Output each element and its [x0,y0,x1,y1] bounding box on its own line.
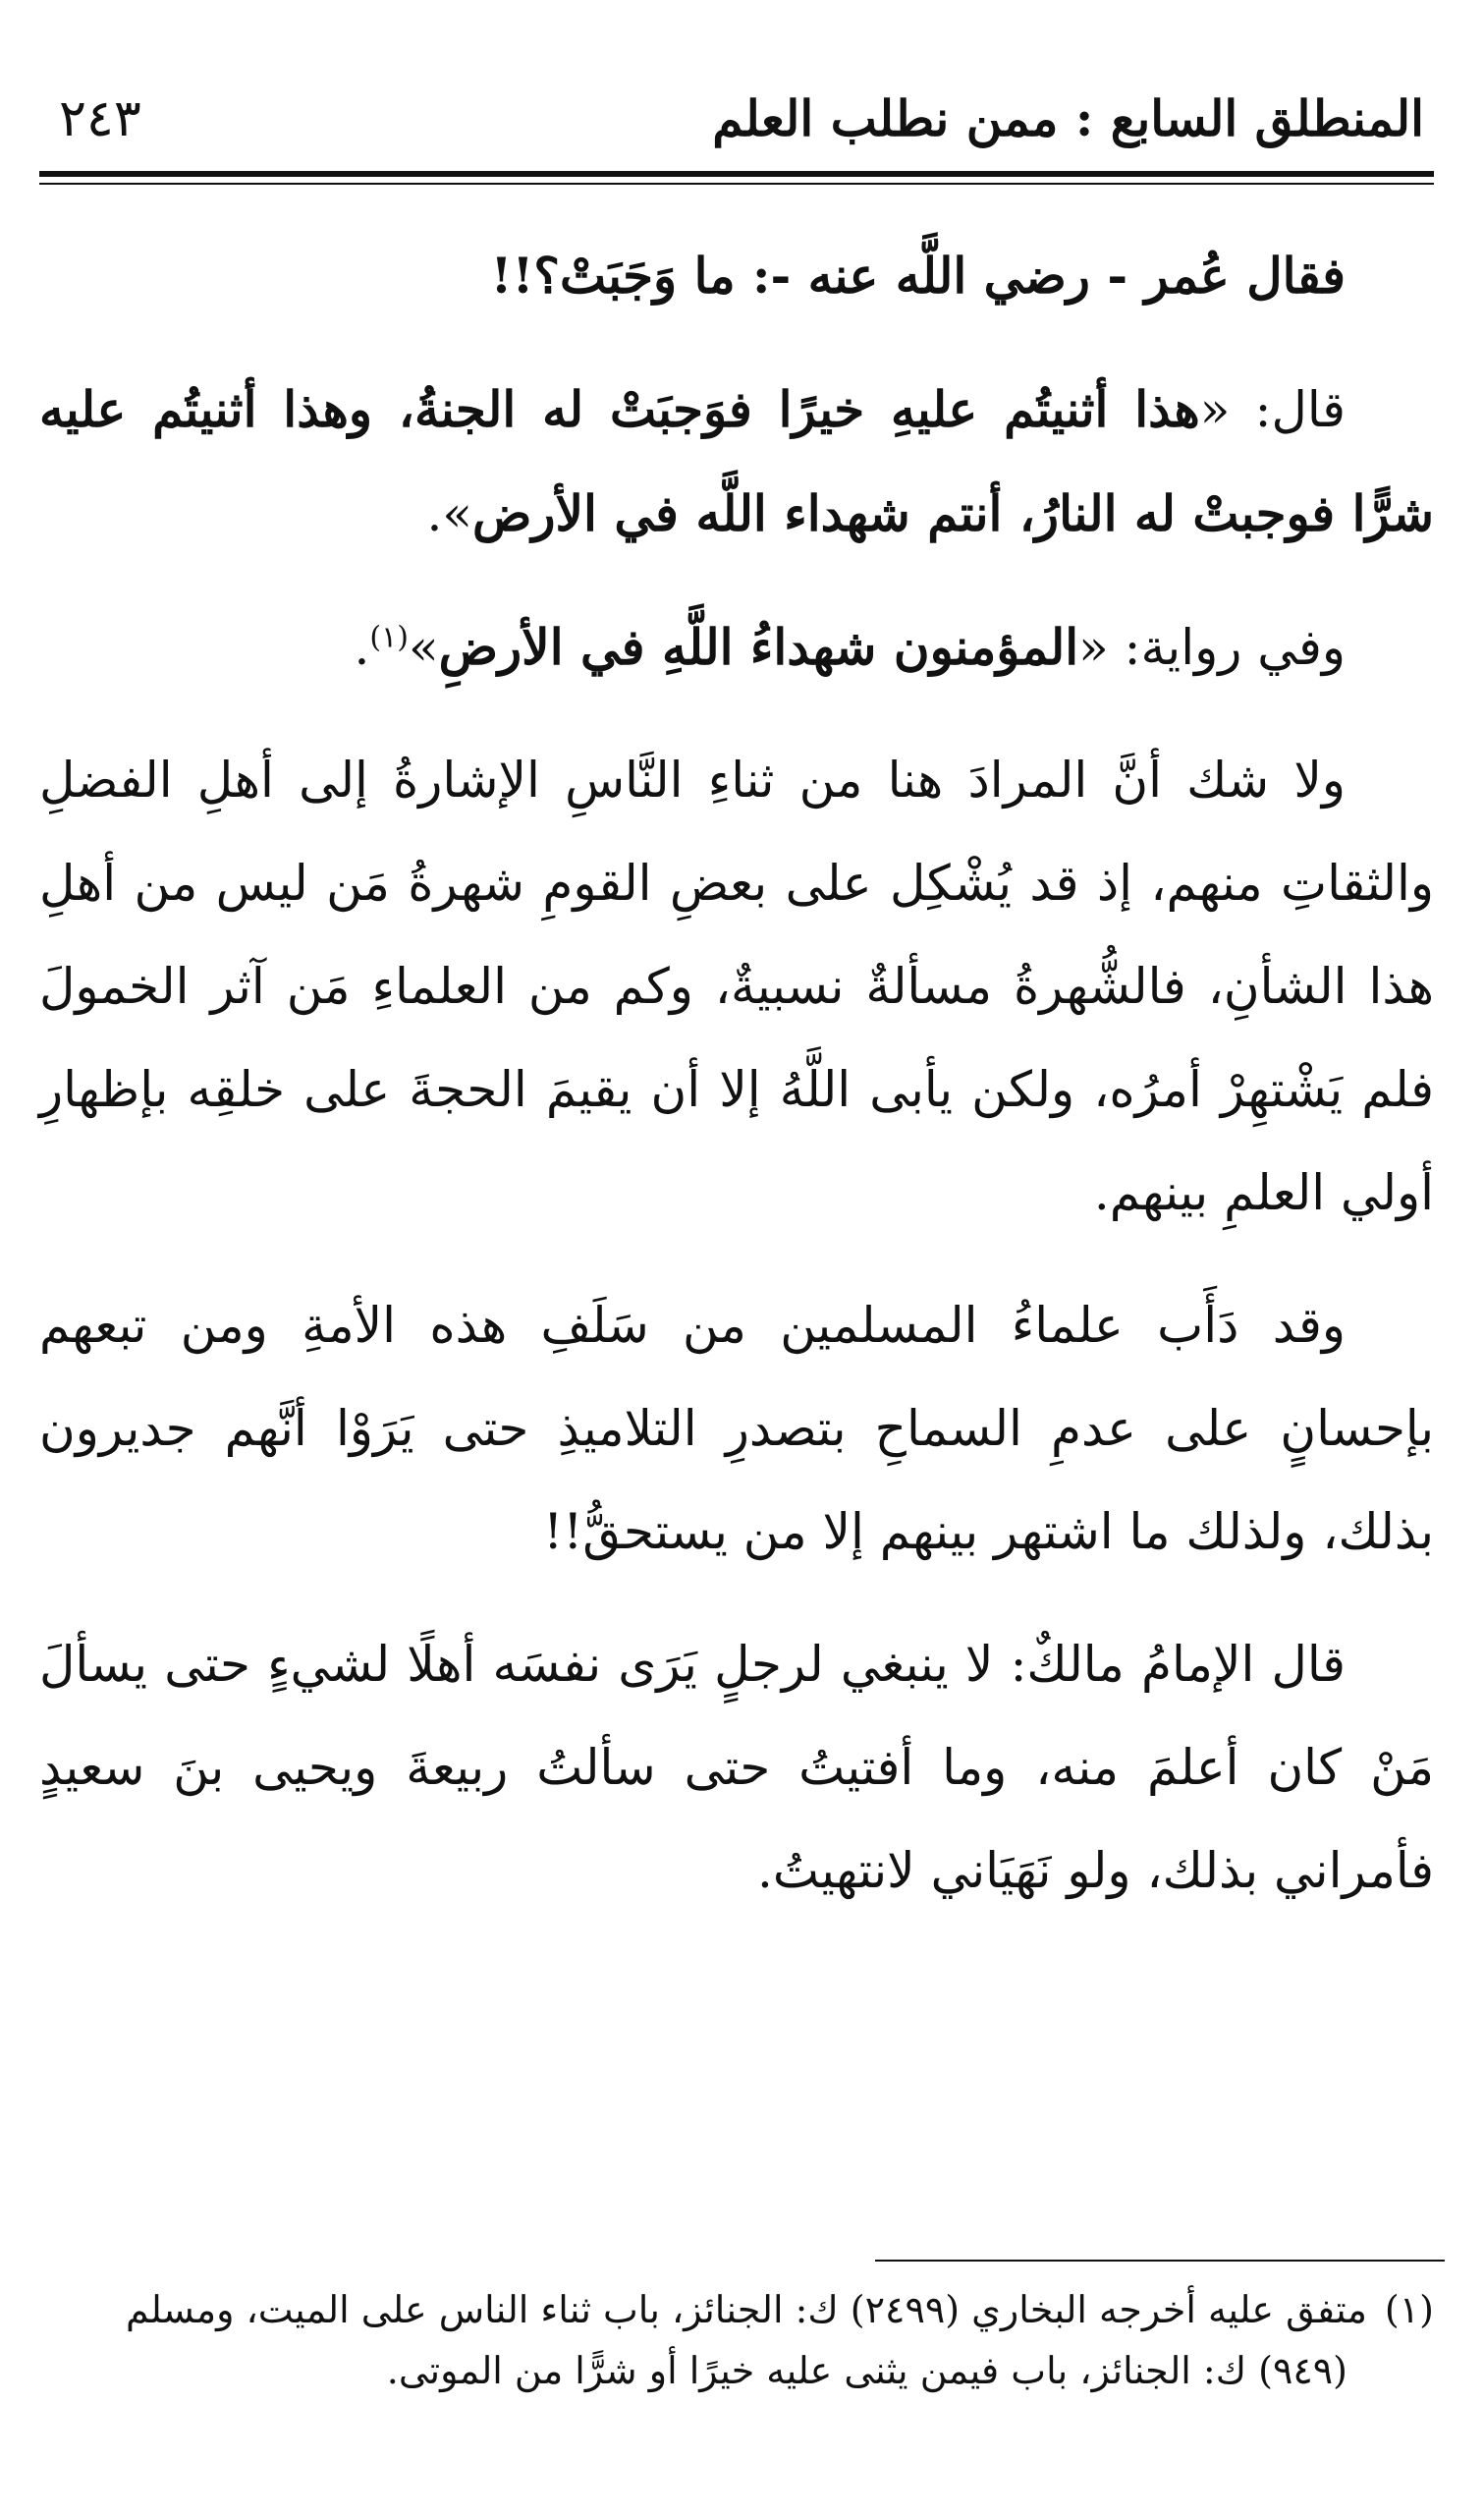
paragraph-1-text: فقال عُمر - رضي اللَّه عنه -: ما وَجَبَتْ؟!! [490,247,1346,306]
paragraph-2-lead: قال: « [1199,381,1346,439]
paragraph-3 [39,595,1434,699]
footnote-line-2: (٩٤٩) ك: الجنائز، باب فيمن يثنى عليه خيرًا أو شرًّا من الموتى. [386,2349,1347,2392]
paragraph-4: ولا شك أنَّ المرادَ هنا من ثناءِ النَّاسِ الإشارةُ إلى أهلِ الفضلِ والثقاتِ منهم، إذ قد يُشْكِل على بعضِ القومِ شهرةُ مَن ليس من أهلِ هذا الشأنِ، فالشُّهرةُ مسألةٌ نسبيةٌ، وكم من العلماءِ مَن آثر الخمولَ فلم يَشْتهِرْ أمرُه، ولكن يأبى اللَّهُ إلا أن يقيمَ الحجةَ على خلقِه بإظهارِ أولي العلمِ بينهم. [39,752,1434,1222]
page-number: ٢٤٣ [59,89,141,148]
hadith-quote: هذا أثنيتُم عليهِ خيرًا فوَجبَتْ له الجنةُ، وهذا أثنيتُم عليه شرًّا فوجبتْ له النارُ، أنتم شهداء اللَّه في الأرض [39,380,1434,543]
footnote-1 [39,2279,1434,2401]
footnotes [39,2279,1434,2401]
paragraph-2 [39,358,1434,566]
page [39,88,1434,1952]
header-title: المنطلق السابع : ممن نطلب العلم [712,89,1424,147]
footnote-separator [875,2260,1445,2262]
paragraph-3-after: . [354,619,370,677]
body-text [39,224,1434,1923]
running-header [39,88,1434,149]
footnote-number: (١) [1384,2288,1434,2331]
narration-quote: المؤمنون شهداءُ اللَّهِ في الأرضِ [438,618,1079,677]
paragraph-2-tail: ». [426,485,472,543]
header-rule-thick [39,171,1434,177]
paragraph-3-lead: وفي رواية: « [1078,619,1346,677]
header-rule-thin [39,183,1434,185]
footnote-marker[interactable]: (١) [369,620,409,655]
footnote-line-1: متفق عليه أخرجه البخاري (٢٤٩٩) ك: الجنائز، باب ثناء الناس على الميت، ومسلم [125,2288,1367,2331]
paragraph-6: قال الإمامُ مالكٌ: لا ينبغي لرجلٍ يَرَى نفسَه أهلًا لشيءٍ حتى يسألَ مَنْ كان أعلمَ منه، وما أفتيتُ حتى سألتُ ربيعةَ ويحيى بنَ سعيدٍ فأمراني بذلك، ولو نَهَيَاني لانتهيتُ. [39,1636,1434,1900]
paragraph-3-tail: » [408,619,439,677]
paragraph-5: وقد دَأَب علماءُ المسلمين من سَلَفِ هذه الأمةِ ومن تبعهم بإحسانٍ على عدمِ السماحِ بتصدرِ التلاميذِ حتى يَرَوْا أنَّهم جديرون بذلك، ولذلك ما اشتهر بينهم إلا من يستحقُّ!! [39,1297,1434,1561]
paragraph-1 [39,224,1434,328]
